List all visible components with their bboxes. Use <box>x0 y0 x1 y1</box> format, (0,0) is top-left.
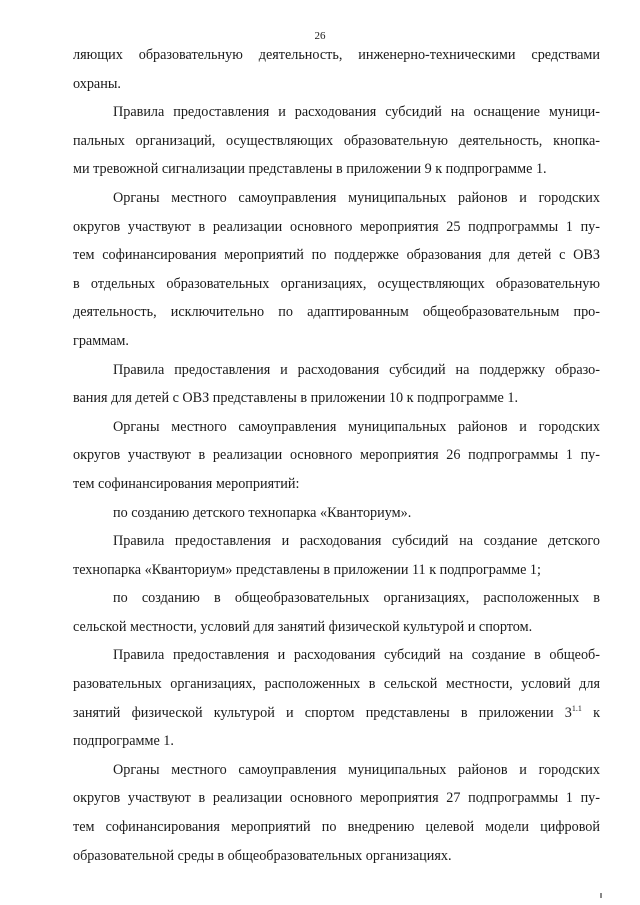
text-line <box>73 470 600 499</box>
text-line <box>73 70 600 99</box>
text-line-content: занятий физической культурой и спортом представлены в приложении 3 <box>73 704 572 721</box>
text-line-content: Органы местного самоуправления муниципальных районов и городских <box>113 189 600 206</box>
text-line-tail: к <box>581 704 600 721</box>
text-line <box>73 356 600 385</box>
text-line <box>73 527 600 556</box>
text-line <box>73 241 600 270</box>
text-line-content: округов участвуют в реализации основного мероприятия 27 подпрограммы 1 пу- <box>73 790 600 807</box>
text-line <box>73 670 600 699</box>
text-line-content: деятельность, исключительно по адаптированным общеобразовательным про- <box>73 304 600 321</box>
text-line <box>73 842 600 871</box>
text-line <box>73 155 600 184</box>
text-line-content: сельской местности, условий для занятий физической культурой и спортом. <box>73 618 533 635</box>
text-line <box>73 98 600 127</box>
text-line <box>73 756 600 785</box>
text-line-content: округов участвуют в реализации основного мероприятия 26 подпрограммы 1 пу- <box>73 447 600 464</box>
text-line-content: Правила предоставления и расходования субсидий на создание детского <box>113 533 600 550</box>
text-line-content: Органы местного самоуправления муниципальных районов и городских <box>113 761 600 778</box>
text-line-content: Правила предоставления и расходования субсидий на оснащение муници- <box>113 104 600 121</box>
text-line-content: разовательных организациях, расположенных в сельской местности, условий для <box>73 676 600 693</box>
text-line <box>73 699 600 728</box>
text-line <box>73 41 600 70</box>
text-line <box>73 213 600 242</box>
text-line <box>73 184 600 213</box>
text-line <box>73 298 600 327</box>
text-line-content: по созданию в общеобразовательных организациях, расположенных в <box>113 590 600 607</box>
text-line-content: граммам. <box>73 332 129 349</box>
document-body <box>73 41 600 870</box>
text-line <box>73 727 600 756</box>
text-line-content: вания для детей с ОВЗ представлены в приложении 10 к подпрограмме 1. <box>73 390 519 407</box>
text-line <box>73 384 600 413</box>
text-line-content: технопарка «Кванториум» представлены в приложении 11 к подпрограмме 1; <box>73 561 541 578</box>
text-line <box>73 556 600 585</box>
text-line <box>73 813 600 842</box>
text-line-content: Органы местного самоуправления муниципальных районов и городских <box>113 418 600 435</box>
page-number: 26 <box>314 30 326 42</box>
text-line-content: ляющих образовательную деятельность, инженерно-техническими средствами <box>73 47 600 63</box>
text-line-content: Правила предоставления и расходования субсидий на создание в общеоб- <box>113 647 600 664</box>
text-line-content: охраны. <box>73 75 121 92</box>
text-line <box>73 327 600 356</box>
text-line <box>73 127 600 156</box>
text-line <box>73 784 600 813</box>
text-line <box>73 441 600 470</box>
text-line-content: образовательной среды в общеобразовательных организациях. <box>73 847 452 864</box>
text-line-content: тем софинансирования мероприятий: <box>73 475 300 492</box>
text-line-content: в отдельных образовательных организациях, осуществляющих образовательную <box>73 275 600 292</box>
text-line-content: округов участвуют в реализации основного мероприятия 25 подпрограммы 1 пу- <box>73 218 600 235</box>
text-line-content: подпрограмме 1. <box>73 733 174 750</box>
scan-mark <box>600 893 602 898</box>
superscript: 1.1 <box>571 703 582 713</box>
text-line <box>73 584 600 613</box>
text-line <box>73 499 600 528</box>
text-line <box>73 413 600 442</box>
text-line <box>73 613 600 642</box>
text-line-content: Правила предоставления и расходования субсидий на поддержку образо- <box>113 361 600 378</box>
text-line-content: ми тревожной сигнализации представлены в приложении 9 к подпрограмме 1. <box>73 161 547 178</box>
text-line-content: тем софинансирования мероприятий по поддержке образования для детей с ОВЗ <box>73 247 600 264</box>
text-line <box>73 270 600 299</box>
text-line-content: по созданию детского технопарка «Кванториум». <box>113 504 412 521</box>
text-line-content: пальных организаций, осуществляющих образовательную деятельность, кнопка- <box>73 132 600 149</box>
text-line-content: тем софинансирования мероприятий по внедрению целевой модели цифровой <box>73 819 600 836</box>
text-line <box>73 641 600 670</box>
